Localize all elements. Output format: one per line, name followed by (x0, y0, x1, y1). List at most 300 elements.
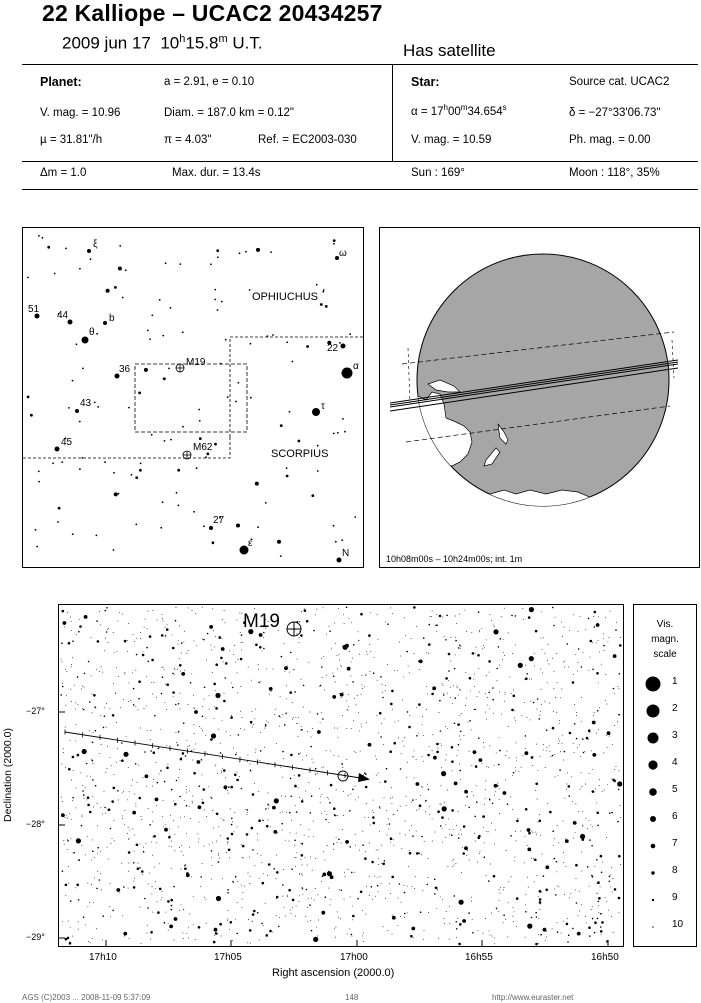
time-boundary-west (408, 348, 410, 403)
field-star (109, 708, 110, 709)
field-star (96, 333, 98, 335)
field-star (179, 847, 180, 848)
field-star (557, 825, 558, 826)
field-star (192, 802, 193, 803)
field-star (241, 885, 242, 886)
field-star (176, 607, 177, 608)
star-alpha-sco (342, 368, 353, 379)
field-star (132, 672, 133, 673)
field-star (478, 930, 479, 931)
field-star (260, 681, 261, 682)
field-star (511, 876, 512, 877)
field-star (346, 700, 347, 701)
field-star (579, 744, 580, 745)
field-star (454, 723, 456, 725)
field-star (349, 810, 351, 812)
field-star (573, 838, 574, 839)
field-star (348, 694, 349, 695)
field-star (390, 837, 393, 840)
field-star (217, 773, 218, 774)
scale-label: 7 (672, 838, 678, 849)
ra-m-unit: m (460, 103, 468, 112)
field-star (342, 829, 343, 830)
field-star (445, 677, 448, 680)
field-star (68, 883, 69, 884)
field-star (285, 796, 286, 797)
field-star (575, 889, 576, 890)
field-star (474, 816, 476, 818)
field-star (104, 791, 105, 792)
field-star (558, 743, 559, 744)
field-star (92, 742, 94, 744)
field-star (78, 899, 80, 901)
field-star (169, 835, 170, 836)
field-star (600, 926, 602, 928)
field-star (155, 888, 156, 889)
field-star (552, 727, 555, 730)
field-star (183, 909, 184, 910)
field-star (564, 667, 565, 668)
field-star (143, 651, 144, 652)
field-star (611, 812, 613, 814)
field-star (232, 687, 234, 689)
field-star (618, 789, 620, 791)
asteroid-track (65, 730, 370, 783)
field-star (251, 827, 254, 830)
field-star (490, 864, 491, 865)
field-star (217, 897, 218, 898)
field-star (499, 691, 500, 692)
field-star (142, 654, 145, 657)
field-star (516, 897, 519, 900)
ra-minutes: 00 (448, 105, 461, 118)
field-star (412, 835, 414, 837)
field-star (204, 810, 205, 811)
field-star (244, 886, 245, 887)
field-star (110, 828, 112, 830)
field-star (236, 524, 240, 528)
field-star (149, 824, 151, 826)
field-star (179, 693, 180, 694)
field-star (458, 837, 460, 839)
field-star (84, 798, 85, 799)
field-star (337, 655, 338, 656)
field-star (572, 928, 574, 930)
field-star (510, 796, 511, 797)
field-star (365, 851, 366, 852)
field-star (576, 902, 578, 904)
field-star (94, 857, 95, 858)
field-star (455, 697, 457, 699)
field-star (255, 644, 258, 647)
field-star (298, 440, 301, 443)
event-sun: Sun : 169° (411, 167, 465, 179)
field-star (181, 845, 182, 846)
field-star (491, 913, 492, 914)
field-star (439, 615, 442, 618)
field-star (290, 778, 292, 780)
label-xi: ξ (93, 239, 98, 250)
field-star (341, 666, 342, 667)
field-star (254, 608, 255, 609)
field-star (82, 785, 83, 786)
field-star (179, 910, 180, 911)
field-star (372, 810, 373, 811)
field-star (348, 710, 349, 711)
field-star (361, 694, 362, 695)
field-star (118, 493, 120, 495)
field-star (577, 631, 578, 632)
field-star (183, 722, 185, 724)
field-star (351, 728, 352, 729)
field-star (73, 852, 74, 853)
field-star (189, 806, 190, 807)
field-star (188, 607, 189, 608)
field-star (568, 667, 569, 668)
field-star (558, 738, 559, 739)
field-star (455, 616, 456, 617)
field-star (310, 920, 311, 921)
field-star (466, 855, 467, 856)
field-star (326, 814, 327, 815)
field-star (581, 852, 582, 853)
ra-h-unit: h (443, 103, 448, 112)
field-star (459, 900, 464, 905)
field-star (268, 722, 269, 723)
field-star (559, 741, 560, 742)
field-star (93, 694, 96, 697)
field-star (278, 926, 280, 928)
field-star (115, 693, 116, 694)
field-star (306, 755, 307, 756)
field-star (387, 623, 389, 625)
field-star (252, 793, 255, 796)
field-star (592, 826, 593, 827)
field-star (525, 808, 528, 811)
field-star (464, 790, 468, 794)
field-star (150, 931, 153, 934)
field-star (198, 409, 200, 411)
field-star (296, 852, 297, 853)
field-star (295, 866, 296, 867)
field-star (123, 791, 124, 792)
field-star (539, 820, 542, 823)
footer-page: 148 (345, 993, 359, 1002)
field-star (379, 806, 381, 808)
field-star (486, 831, 487, 832)
field-star (605, 617, 606, 618)
field-star (155, 798, 159, 802)
dec-axis-title-box (2, 713, 14, 838)
field-star (353, 644, 355, 646)
field-star (323, 766, 324, 767)
field-star (170, 307, 172, 309)
field-star (452, 866, 453, 867)
field-star (171, 789, 173, 791)
field-star (461, 834, 462, 835)
field-star (268, 808, 269, 809)
field-star (397, 670, 398, 671)
field-star (505, 779, 506, 780)
field-star (179, 664, 182, 667)
field-star (408, 726, 411, 729)
field-star (549, 745, 550, 746)
field-star (122, 915, 123, 916)
field-star (601, 921, 604, 924)
field-star (483, 645, 484, 646)
field-star (533, 702, 535, 704)
field-star (366, 886, 367, 887)
field-star (319, 686, 320, 687)
field-star (178, 640, 179, 641)
field-star (573, 614, 574, 615)
field-star (304, 608, 305, 609)
field-star (279, 917, 280, 918)
field-star (223, 769, 226, 772)
field-star (164, 702, 165, 703)
field-star (575, 803, 576, 804)
field-star (365, 675, 366, 676)
field-star (360, 891, 363, 894)
field-star (418, 703, 421, 706)
field-star (410, 935, 413, 938)
field-star (456, 928, 458, 930)
field-star (85, 787, 86, 788)
field-star (365, 786, 368, 789)
field-star (212, 672, 213, 673)
field-star (203, 525, 205, 527)
field-star (92, 796, 93, 797)
field-star (152, 610, 153, 611)
scale-label: 8 (672, 865, 678, 876)
field-star (165, 262, 167, 264)
field-star (578, 811, 579, 812)
field-star (323, 289, 325, 291)
field-star (237, 692, 238, 693)
field-star (459, 770, 461, 772)
field-star (217, 256, 219, 258)
field-star (140, 462, 142, 464)
dec-tick-label: −29° (26, 932, 45, 942)
field-star (105, 638, 106, 639)
field-star (222, 878, 223, 879)
field-star (557, 885, 558, 886)
field-star (240, 686, 241, 687)
table-bottom-rule (22, 189, 698, 190)
field-star (30, 414, 33, 417)
field-star (324, 689, 325, 690)
field-star (518, 818, 519, 819)
field-star (133, 704, 135, 706)
field-star (494, 765, 495, 766)
field-star (265, 725, 267, 727)
field-star (588, 670, 589, 671)
field-star (338, 737, 339, 738)
field-star (395, 721, 396, 722)
field-star (378, 732, 379, 733)
field-star (477, 862, 478, 863)
field-star (222, 768, 223, 769)
field-star (321, 712, 322, 713)
field-star (289, 691, 292, 694)
field-star (236, 619, 237, 620)
field-star (515, 644, 516, 645)
field-star (564, 798, 565, 799)
field-star (341, 539, 343, 541)
label-45: 45 (61, 437, 73, 448)
label-51: 51 (28, 304, 40, 315)
field-star (544, 653, 545, 654)
field-star (557, 682, 558, 683)
field-star (299, 873, 300, 874)
field-star (472, 932, 474, 934)
field-star (186, 786, 187, 787)
field-star (602, 861, 603, 862)
field-star (428, 877, 429, 878)
field-star (477, 836, 480, 839)
field-star (214, 928, 218, 932)
field-star (148, 661, 150, 663)
field-star (516, 757, 517, 758)
field-star (343, 692, 344, 693)
field-star (227, 919, 228, 920)
field-star (566, 789, 567, 790)
field-star (541, 704, 542, 705)
field-star (162, 891, 163, 892)
field-star (84, 687, 85, 688)
field-star (611, 916, 612, 917)
field-star (423, 637, 425, 639)
field-star (554, 838, 555, 839)
field-star (518, 771, 519, 772)
field-star (289, 672, 290, 673)
field-star (231, 824, 233, 826)
field-star (532, 832, 533, 833)
detail-chart (58, 604, 624, 947)
field-star (384, 718, 385, 719)
field-star (554, 776, 555, 777)
field-star (195, 743, 196, 744)
star-source: Source cat. UCAC2 (569, 76, 670, 88)
field-star (431, 693, 434, 696)
field-star (169, 846, 170, 847)
field-star (505, 692, 506, 693)
field-star (241, 642, 242, 643)
field-star (198, 926, 201, 929)
field-star (338, 608, 339, 609)
field-star (368, 817, 369, 818)
field-star (238, 734, 240, 736)
field-star (128, 767, 129, 768)
field-star (113, 472, 115, 474)
field-star (150, 939, 151, 940)
field-star (110, 757, 111, 758)
field-star (202, 802, 205, 805)
field-star (64, 844, 65, 845)
field-star (306, 620, 309, 623)
field-star (577, 747, 578, 748)
field-star (436, 625, 438, 627)
field-star (618, 912, 619, 913)
field-star (585, 784, 586, 785)
field-star (367, 654, 368, 655)
field-star (176, 780, 178, 782)
planet-motion: µ = 31.81"/h (40, 134, 103, 146)
field-star (284, 724, 286, 726)
field-star (484, 856, 486, 858)
field-star (429, 746, 430, 747)
field-star (527, 848, 531, 852)
field-star (72, 936, 73, 937)
field-star (266, 934, 269, 937)
field-star (589, 773, 590, 774)
field-star (120, 707, 121, 708)
field-star (230, 921, 233, 924)
field-star (200, 876, 202, 878)
field-star (421, 836, 423, 838)
field-star (97, 847, 99, 849)
field-star (240, 658, 243, 661)
field-star (485, 918, 486, 919)
field-star (266, 825, 269, 828)
field-star (239, 252, 241, 254)
field-star (95, 785, 97, 787)
field-star (156, 762, 157, 763)
field-star (186, 740, 187, 741)
field-star (241, 788, 243, 790)
field-star (590, 824, 591, 825)
field-star (612, 878, 613, 879)
field-star (535, 790, 536, 791)
field-star (575, 864, 578, 867)
field-star (468, 912, 470, 914)
field-star (128, 838, 129, 839)
field-star (495, 829, 496, 830)
field-star (156, 842, 157, 843)
field-star (135, 476, 138, 479)
field-star (374, 876, 375, 877)
field-star (586, 818, 587, 819)
field-star (555, 697, 556, 698)
field-star (469, 751, 470, 752)
field-star (323, 607, 324, 608)
field-star (606, 735, 607, 736)
field-star (327, 797, 328, 798)
field-star (144, 368, 148, 372)
field-star (481, 628, 482, 629)
field-star (332, 673, 333, 674)
field-star (531, 679, 532, 680)
field-star (347, 933, 348, 934)
field-star (402, 700, 403, 701)
field-star (75, 724, 76, 725)
field-star (355, 845, 356, 846)
field-star (290, 796, 292, 798)
field-star (227, 843, 228, 844)
field-star (237, 772, 238, 773)
field-star (414, 653, 415, 654)
field-star (38, 471, 40, 473)
field-star (605, 897, 606, 898)
field-star (443, 685, 444, 686)
field-star (118, 800, 119, 801)
field-star (583, 826, 584, 827)
field-star (488, 880, 490, 882)
field-star (576, 878, 577, 879)
field-star (511, 709, 514, 712)
field-star (405, 821, 406, 822)
field-star (242, 892, 243, 893)
